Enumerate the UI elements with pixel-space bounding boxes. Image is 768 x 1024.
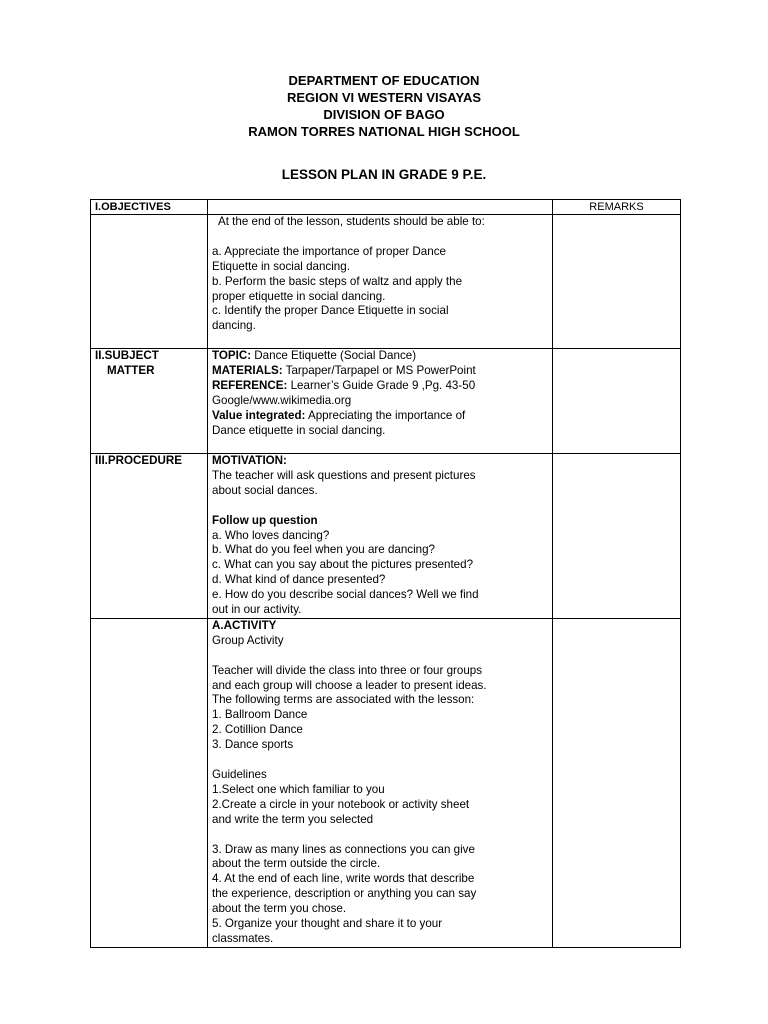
question-d: d. What kind of dance presented? [212,573,386,587]
activity-content [208,618,553,947]
lesson-plan-title: LESSON PLAN IN GRADE 9 P.E. [281,167,487,182]
guidelines-label: Guidelines [212,767,267,781]
objectives-content [208,215,553,349]
guideline-2-line1: 2.Create a circle in your notebook or activity sheet [212,797,470,811]
document-header [0,72,768,140]
term-ballroom: 1. Ballroom Dance [212,708,308,722]
subject-remarks-cell [553,349,681,454]
activity-subtitle: Group Activity [212,633,284,647]
objectives-intro: At the end of the lesson, students should be able to: [218,215,485,228]
motivation-line2: about social dances. [212,483,318,497]
activity-label-cell [91,618,208,947]
guideline-3-line2: about the term outside the circle. [212,857,381,871]
guideline-5-line1: 5. Organize your thought and share it to your [212,917,443,931]
header-department: DEPARTMENT OF EDUCATION [288,73,480,88]
value-integrated-value: Appreciating the importance of [305,408,466,422]
guideline-4-line1: 4. At the end of each line, write words that describe [212,872,475,886]
objective-a-line2: Etiquette in social dancing. [212,259,350,273]
value-integrated-line2: Dance etiquette in social dancing. [212,423,386,437]
question-e-line2: out in our activity. [212,603,302,617]
lesson-plan-table [90,199,681,948]
question-a: a. Who loves dancing? [212,528,330,542]
header-region: REGION VI WESTERN VISAYAS [286,90,482,105]
objectives-row [91,215,681,349]
subject-matter-label-cell [91,349,208,454]
subject-matter-content [208,349,553,454]
objective-b-line1: b. Perform the basic steps of waltz and apply the [212,274,463,288]
procedure-row [91,454,681,619]
objective-c-line1: c. Identify the proper Dance Etiquette in social [212,304,449,318]
subject-label-line1: II.SUBJECT [95,349,159,362]
topic-label: TOPIC: [212,349,252,362]
activity-para-line3: The following terms are associated with the lesson: [212,693,475,707]
objective-b-line2: proper etiquette in social dancing. [212,289,386,303]
table-header-row [91,200,681,215]
term-dance-sports: 3. Dance sports [212,738,294,752]
header-school: RAMON TORRES NATIONAL HIGH SCHOOL [248,124,520,139]
guideline-4-line2: the experience, description or anything you can say [212,887,477,901]
guideline-3-line1: 3. Draw as many lines as connections you can give [212,842,475,856]
guideline-4-line3: about the term you chose. [212,902,347,916]
materials-label: MATERIALS: [212,363,283,377]
guideline-2-line2: and write the term you selected [212,812,374,826]
reference-label: REFERENCE: [212,378,288,392]
subject-label-line2: MATTER [107,363,155,377]
term-cotillion: 2. Cotillion Dance [212,723,303,737]
remarks-header: REMARKS [553,200,681,215]
objective-a-line1: a. Appreciate the importance of proper Dance [212,244,446,258]
guideline-1: 1.Select one which familiar to you [212,782,385,796]
motivation-line1: The teacher will ask questions and present pictures [212,468,476,482]
reference-value: Learner’s Guide Grade 9 ,Pg. 43-50 [287,378,476,392]
question-e-line1: e. How do you describe social dances? Well we find [212,588,479,602]
guideline-5-line2: classmates. [212,931,274,945]
reference-url: Google/www.wikimedia.org [212,393,352,407]
followup-label: Follow up question [212,513,318,527]
objective-c-line2: dancing. [212,319,256,333]
header-blank-cell [208,200,553,215]
objectives-header: I.OBJECTIVES [91,200,208,215]
procedure-content [208,454,553,619]
activity-remarks-cell [553,618,681,947]
activity-label: A.ACTIVITY [212,618,277,632]
activity-para-line1: Teacher will divide the class into three or four groups [212,663,483,677]
procedure-label-cell: III.PROCEDURE [91,454,208,619]
procedure-remarks-cell [553,454,681,619]
objectives-label-cell [91,215,208,349]
topic-value: Dance Etiquette (Social Dance) [251,349,417,362]
objectives-remarks-cell [553,215,681,349]
subject-matter-row [91,349,681,454]
question-c: c. What can you say about the pictures presented? [212,558,474,572]
activity-row [91,618,681,947]
value-integrated-label: Value integrated: [212,408,306,422]
motivation-label: MOTIVATION: [212,454,287,467]
materials-value: Tarpaper/Tarpapel or MS PowerPoint [282,363,476,377]
activity-para-line2: and each group will choose a leader to present ideas. [212,678,487,692]
question-b: b. What do you feel when you are dancing? [212,543,436,557]
header-division: DIVISION OF BAGO [323,107,445,122]
